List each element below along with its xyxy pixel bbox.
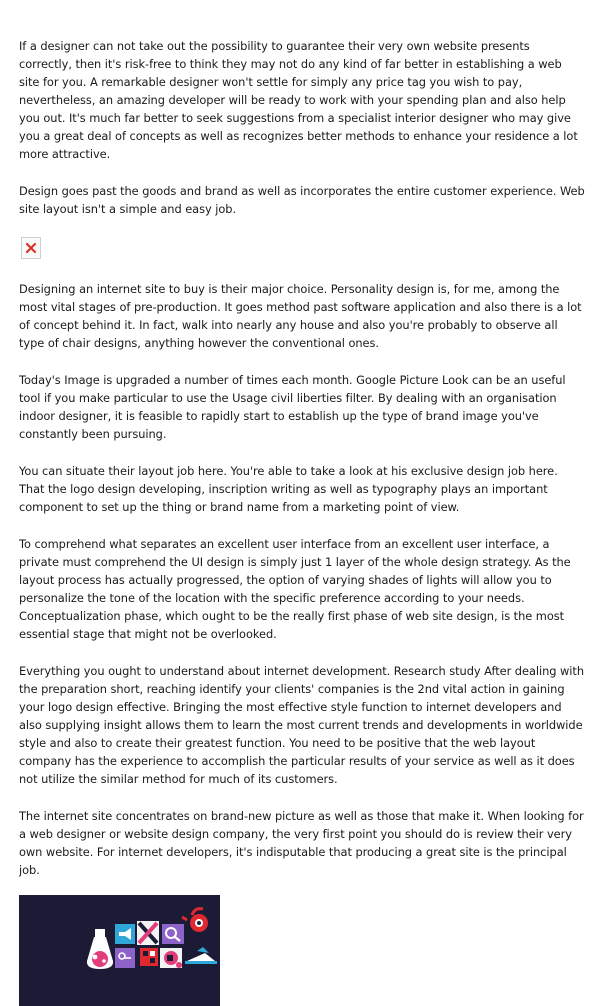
paragraph-8: The internet site concentrates on brand-new picture as well as those that make it. When looking for a web designer or website design company, the very first point you should do is review their very own website. For internet developers, it's indisputable that producing a great site is the principal job. (19, 809, 584, 877)
shapes-icon (160, 948, 182, 968)
paragraph-4: Today's Image is upgraded a number of times each month. Google Picture Look can be an useful tool if you make particular to use the Usage civil liberties filter. By dealing with an organisation indoor designer, it is feasible to rapidly start to establish up the type of brand image you've constantly been pursuing. (19, 373, 566, 441)
pixel-grid-icon (140, 948, 158, 966)
paragraph-6: To comprehend what separates an excellent user interface from an excellent user interface, a private must comprehend the UI design is simply just 1 layer of the whole design strategy. As the layout process has actually progressed, the option of varying shades of lights will allow you to personalize the tone of the location with the specific preference according to your needs. Conceptualization phase, which ought to be the really first phase of web site design, is the most essential stage that might not be overlooked. (19, 537, 571, 641)
megaphone-icon (115, 924, 135, 944)
paragraph-3: Designing an internet site to buy is their major choice. Personality design is, for me, among the most vital stages of pre-production. It goes method past software application and also there is a lot of concept behind it. In fact, walk into nearly any house and also you're probably to observe all type of chair designs, anything however the conventional ones. (19, 282, 582, 350)
article-body (19, 37, 585, 1006)
paragraph-5: You can situate their layout job here. You're able to take a look at his exclusive design job here. That the logo design developing, inscription writing as well as typography plays an important component to set up the thing or brand name from a marketing point of view. (19, 464, 558, 514)
design-tools-illustration (19, 895, 220, 1006)
pencil-ruler-icon (137, 921, 159, 945)
brush-icon (185, 947, 217, 964)
paragraph-1: If a designer can not take out the possibility to guarantee their very own website presents correctly, then it's risk-free to think they may not do any kind of far better in establishing a web site for you. A remarkable designer won't settle for simply any price tag you wish to pay, nevertheless, an amazing developer will be ready to work with your spending plan and also help you out. It's much far better to seek suggestions from a specialist interior designer who may give you a great deal of concepts as well as recognizes better methods to enhance your residence a lot more attractive. (19, 39, 578, 161)
flask-icon (87, 929, 113, 969)
broken-image-icon (21, 237, 41, 259)
magnifier-icon (162, 924, 184, 944)
paragraph-7: Everything you ought to understand about internet development. Research study After dealing with the preparation short, reaching identify your clients' companies is the 2nd vital action in gaining your logo design effective. Bringing the most effective style function to internet developers and also supplying insight allows them to learn the most current trends and developments in worldwide style and also to create their greatest function. You need to be positive that the web layout company has the experience to accomplish the particular results of your service as well as it does not utilize the similar method for much of its customers. (19, 664, 584, 786)
eye-icon (182, 909, 208, 932)
paragraph-2: Design goes past the goods and brand as well as incorporates the entire customer experience. Web site layout isn't a simple and easy job. (19, 184, 585, 216)
link-icon (115, 948, 135, 968)
